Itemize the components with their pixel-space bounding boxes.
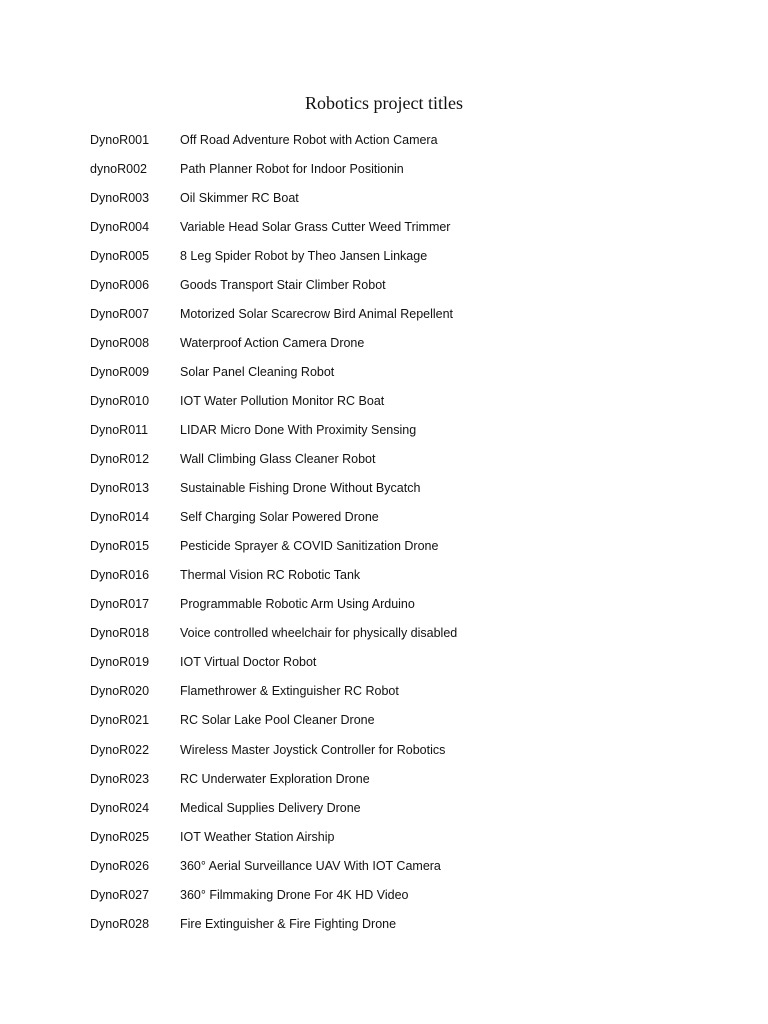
list-item <box>90 793 730 822</box>
project-code: DynoR008 <box>90 335 150 350</box>
project-code: DynoR024 <box>90 800 150 815</box>
project-code: DynoR015 <box>90 539 150 554</box>
project-name: Solar Panel Cleaning Robot <box>180 364 335 379</box>
project-name: IOT Water Pollution Monitor RC Boat <box>180 393 385 408</box>
list-item <box>90 735 730 764</box>
list-item <box>90 125 730 154</box>
project-code: DynoR027 <box>90 887 150 902</box>
list-item <box>90 328 730 357</box>
project-code: DynoR026 <box>90 858 150 873</box>
project-code: DynoR020 <box>90 684 150 699</box>
project-name: Motorized Solar Scarecrow Bird Animal Repellent <box>180 306 454 321</box>
list-item <box>90 706 730 735</box>
project-name: 8 Leg Spider Robot by Theo Jansen Linkage <box>180 248 428 263</box>
project-code: DynoR011 <box>90 422 149 437</box>
list-item <box>90 880 730 909</box>
list-item <box>90 212 730 241</box>
list-item <box>90 503 730 532</box>
project-list <box>90 125 730 938</box>
project-name: Off Road Adventure Robot with Action Camera <box>180 132 438 147</box>
project-code: DynoR019 <box>90 655 150 670</box>
list-item <box>90 764 730 793</box>
project-code: DynoR017 <box>90 597 150 612</box>
project-name: Goods Transport Stair Climber Robot <box>180 277 386 292</box>
project-code: DynoR022 <box>90 742 150 757</box>
list-item <box>90 270 730 299</box>
project-name: Sustainable Fishing Drone Without Bycatch <box>180 481 421 496</box>
project-code: dynoR002 <box>90 161 147 176</box>
project-code: DynoR003 <box>90 190 150 205</box>
project-code: DynoR004 <box>90 219 150 234</box>
project-name: Self Charging Solar Powered Drone <box>180 510 379 525</box>
list-item <box>90 909 730 938</box>
list-item <box>90 822 730 851</box>
project-name: Waterproof Action Camera Drone <box>180 335 365 350</box>
project-code: DynoR006 <box>90 277 150 292</box>
project-code: DynoR014 <box>90 510 150 525</box>
list-item <box>90 648 730 677</box>
list-item <box>90 445 730 474</box>
project-name: Wall Climbing Glass Cleaner Robot <box>180 452 376 467</box>
project-code: DynoR018 <box>90 626 150 641</box>
project-name: Programmable Robotic Arm Using Arduino <box>180 597 415 612</box>
list-item <box>90 241 730 270</box>
project-name: 360° Filmmaking Drone For 4K HD Video <box>180 887 409 902</box>
project-name: IOT Weather Station Airship <box>180 829 335 844</box>
project-name: Medical Supplies Delivery Drone <box>180 800 361 815</box>
project-name: Wireless Master Joystick Controller for Robotics <box>180 742 446 757</box>
project-code: DynoR025 <box>90 829 150 844</box>
list-item <box>90 299 730 328</box>
project-name: Oil Skimmer RC Boat <box>180 190 299 205</box>
project-name: RC Underwater Exploration Drone <box>180 771 370 786</box>
project-code: DynoR009 <box>90 364 150 379</box>
page-title: Robotics project titles <box>305 93 463 113</box>
list-item <box>90 619 730 648</box>
project-name: Variable Head Solar Grass Cutter Weed Trimmer <box>180 219 451 234</box>
list-item <box>90 474 730 503</box>
project-code: DynoR001 <box>90 132 150 147</box>
project-name: LIDAR Micro Done With Proximity Sensing <box>180 422 417 437</box>
list-item <box>90 154 730 183</box>
project-name: RC Solar Lake Pool Cleaner Drone <box>180 713 375 728</box>
list-item <box>90 532 730 561</box>
project-name: 360° Aerial Surveillance UAV With IOT Camera <box>180 858 441 873</box>
list-item <box>90 590 730 619</box>
list-item <box>90 386 730 415</box>
list-item <box>90 415 730 444</box>
project-code: DynoR010 <box>90 393 150 408</box>
list-item <box>90 561 730 590</box>
project-name: Thermal Vision RC Robotic Tank <box>180 568 361 583</box>
project-name: Fire Extinguisher & Fire Fighting Drone <box>180 916 397 931</box>
project-code: DynoR012 <box>90 452 150 467</box>
list-item <box>90 357 730 386</box>
project-code: DynoR007 <box>90 306 150 321</box>
project-code: DynoR016 <box>90 568 150 583</box>
project-name: IOT Virtual Doctor Robot <box>180 655 317 670</box>
project-name: Voice controlled wheelchair for physically disabled <box>180 626 458 641</box>
project-code: DynoR005 <box>90 248 150 263</box>
project-code: DynoR023 <box>90 771 150 786</box>
project-code: DynoR028 <box>90 916 150 931</box>
project-name: Path Planner Robot for Indoor Positionin <box>180 161 404 176</box>
list-item <box>90 183 730 212</box>
list-item <box>90 677 730 706</box>
project-code: DynoR021 <box>90 713 150 728</box>
project-code: DynoR013 <box>90 481 150 496</box>
project-name: Flamethrower & Extinguisher RC Robot <box>180 684 399 699</box>
project-name: Pesticide Sprayer & COVID Sanitization Drone <box>180 539 439 554</box>
list-item <box>90 851 730 880</box>
